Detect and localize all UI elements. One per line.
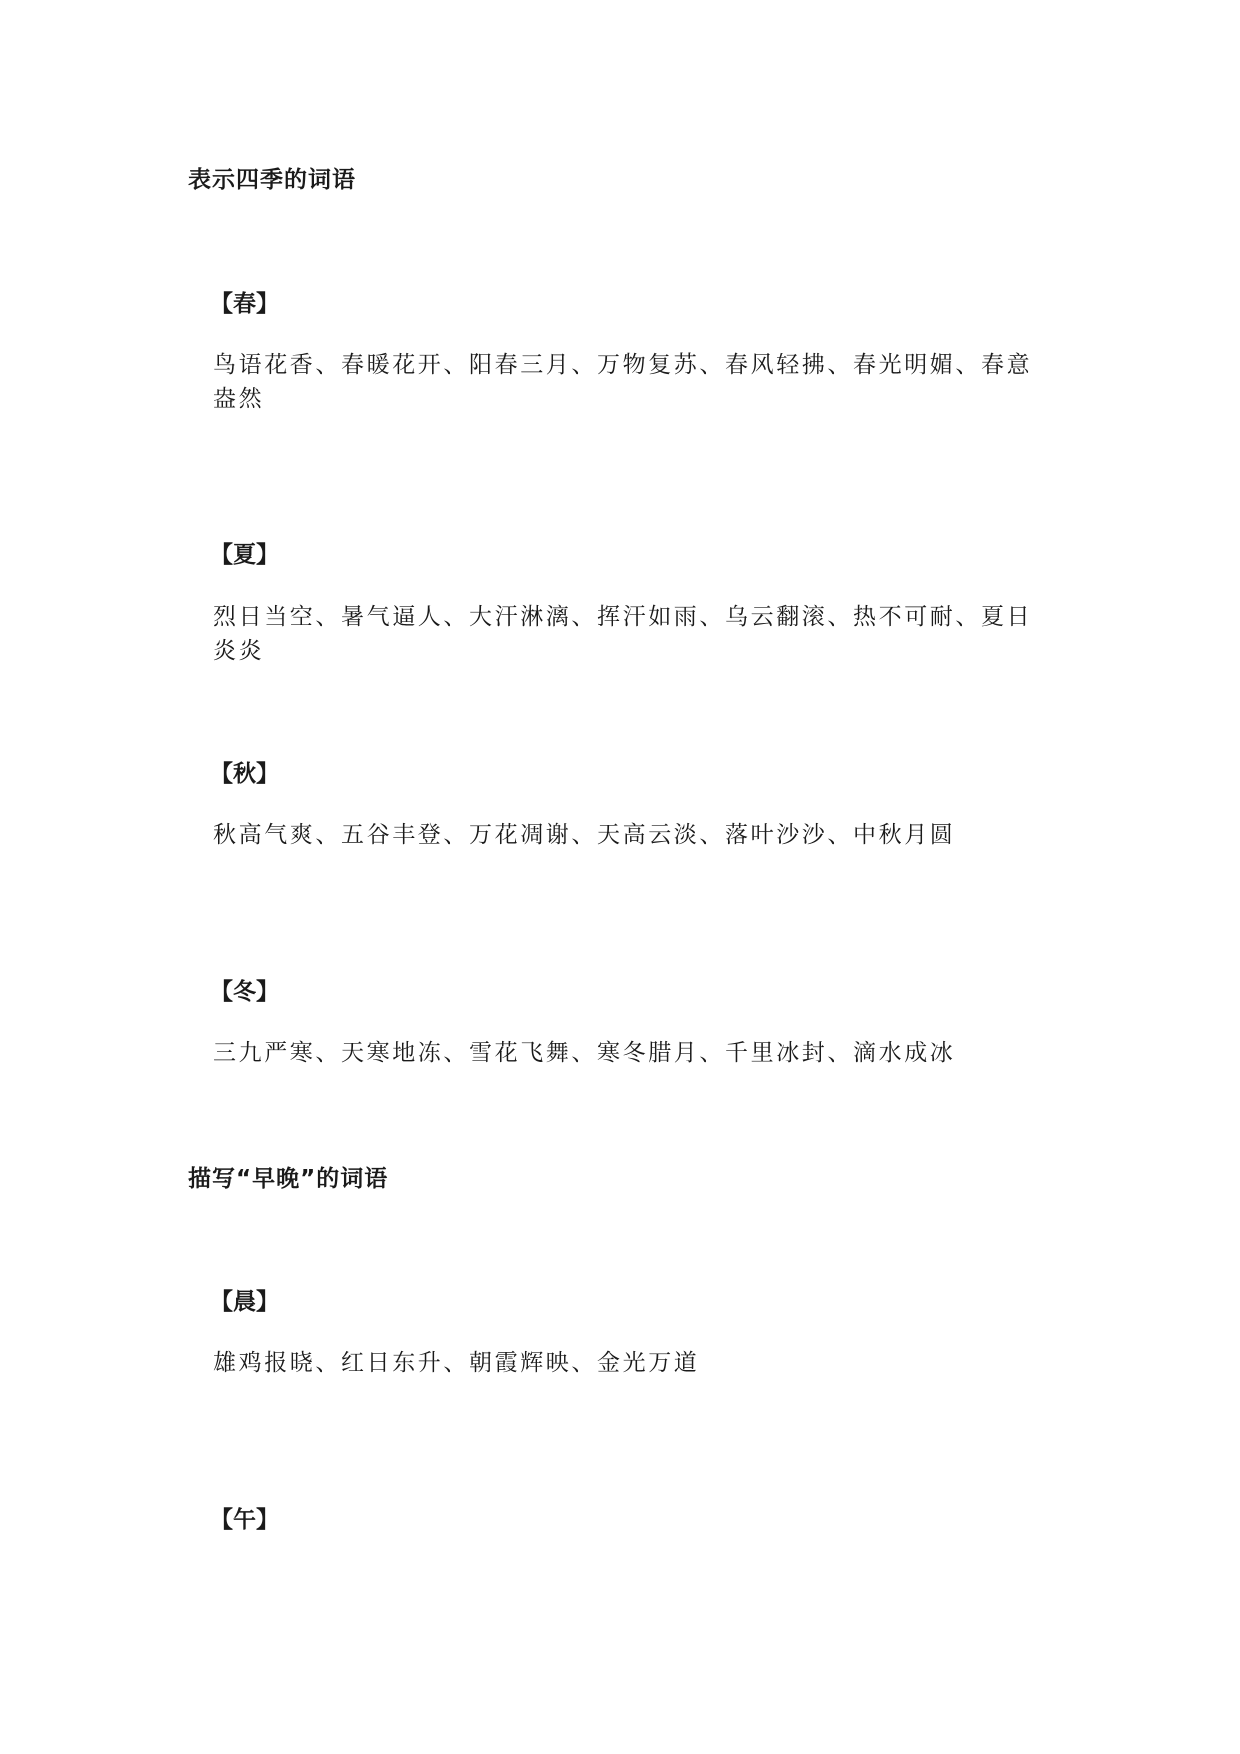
group-label-spring: 【春】: [210, 291, 279, 317]
group-label-winter: 【冬】: [210, 979, 279, 1005]
section-heading-morning-evening: 描写“早晚”的词语: [188, 1166, 389, 1192]
group-words-dawn: 雄鸡报晓、红日东升、朝霞辉映、金光万道: [213, 1350, 700, 1376]
group-words-autumn: 秋高气爽、五谷丰登、万花凋谢、天高云淡、落叶沙沙、中秋月圆: [213, 822, 956, 848]
group-words-summer: 烈日当空、暑气逼人、大汗淋漓、挥汗如雨、乌云翻滚、热不可耐、夏日炎炎: [213, 604, 1033, 664]
group-words-spring: 鸟语花香、春暖花开、阳春三月、万物复苏、春风轻拂、春光明媚、春意盎然: [213, 352, 1033, 412]
group-label-summer: 【夏】: [210, 542, 279, 568]
section-heading-seasons: 表示四季的词语: [188, 167, 356, 193]
group-label-autumn: 【秋】: [210, 761, 279, 787]
group-words-winter: 三九严寒、天寒地冻、雪花飞舞、寒冬腊月、千里冰封、滴水成冰: [213, 1040, 956, 1066]
group-label-noon: 【午】: [210, 1507, 279, 1533]
group-label-dawn: 【晨】: [210, 1289, 279, 1315]
